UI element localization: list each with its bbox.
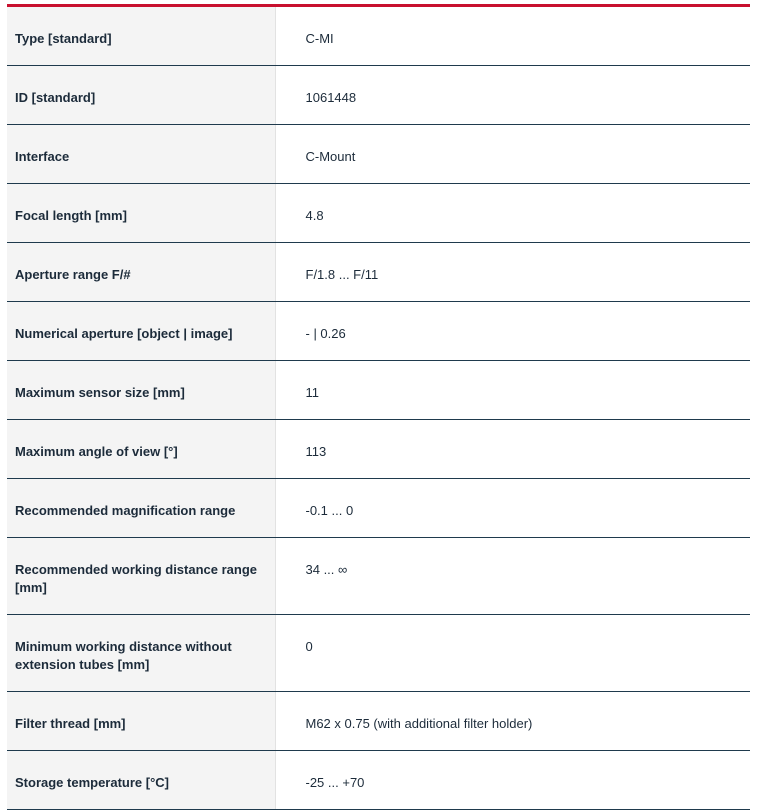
- spec-value: C-MI: [275, 6, 750, 66]
- spec-value: 1061448: [275, 66, 750, 125]
- spec-label: Aperture range F/#: [7, 243, 275, 302]
- spec-value: F/1.8 ... F/11: [275, 243, 750, 302]
- spec-label: Recommended working distance range [mm]: [7, 538, 275, 615]
- spec-value: - | 0.26: [275, 302, 750, 361]
- spec-value: -25 ... +70: [275, 751, 750, 810]
- spec-label: Minimum working distance without extension tubes [mm]: [7, 615, 275, 692]
- spec-row-storage-temperature: [7, 751, 750, 810]
- spec-row-angle-of-view: [7, 420, 750, 479]
- spec-row-id: [7, 66, 750, 125]
- spec-label: ID [standard]: [7, 66, 275, 125]
- spec-row-magnification-range: [7, 479, 750, 538]
- spec-label: Maximum angle of view [°]: [7, 420, 275, 479]
- spec-label: Storage temperature [°C]: [7, 751, 275, 810]
- spec-value: -0.1 ... 0: [275, 479, 750, 538]
- spec-label: Recommended magnification range: [7, 479, 275, 538]
- spec-row-sensor-size: [7, 361, 750, 420]
- spec-label: Type [standard]: [7, 6, 275, 66]
- spec-value: 11: [275, 361, 750, 420]
- spec-row-interface: [7, 125, 750, 184]
- spec-row-working-distance: [7, 538, 750, 615]
- spec-value: C-Mount: [275, 125, 750, 184]
- spec-label: Filter thread [mm]: [7, 692, 275, 751]
- spec-label: Interface: [7, 125, 275, 184]
- spec-value: 0: [275, 615, 750, 692]
- spec-label: Maximum sensor size [mm]: [7, 361, 275, 420]
- spec-label: Focal length [mm]: [7, 184, 275, 243]
- spec-value: 4.8: [275, 184, 750, 243]
- spec-value: 34 ... ∞: [275, 538, 750, 615]
- spec-row-min-working-distance: [7, 615, 750, 692]
- spec-row-type: [7, 6, 750, 66]
- spec-row-focal-length: [7, 184, 750, 243]
- spec-row-aperture-range: [7, 243, 750, 302]
- specifications-table: [7, 4, 750, 810]
- spec-row-filter-thread: [7, 692, 750, 751]
- spec-label: Numerical aperture [object | image]: [7, 302, 275, 361]
- spec-value: M62 x 0.75 (with additional filter holder): [275, 692, 750, 751]
- spec-value: 113: [275, 420, 750, 479]
- spec-row-numerical-aperture: [7, 302, 750, 361]
